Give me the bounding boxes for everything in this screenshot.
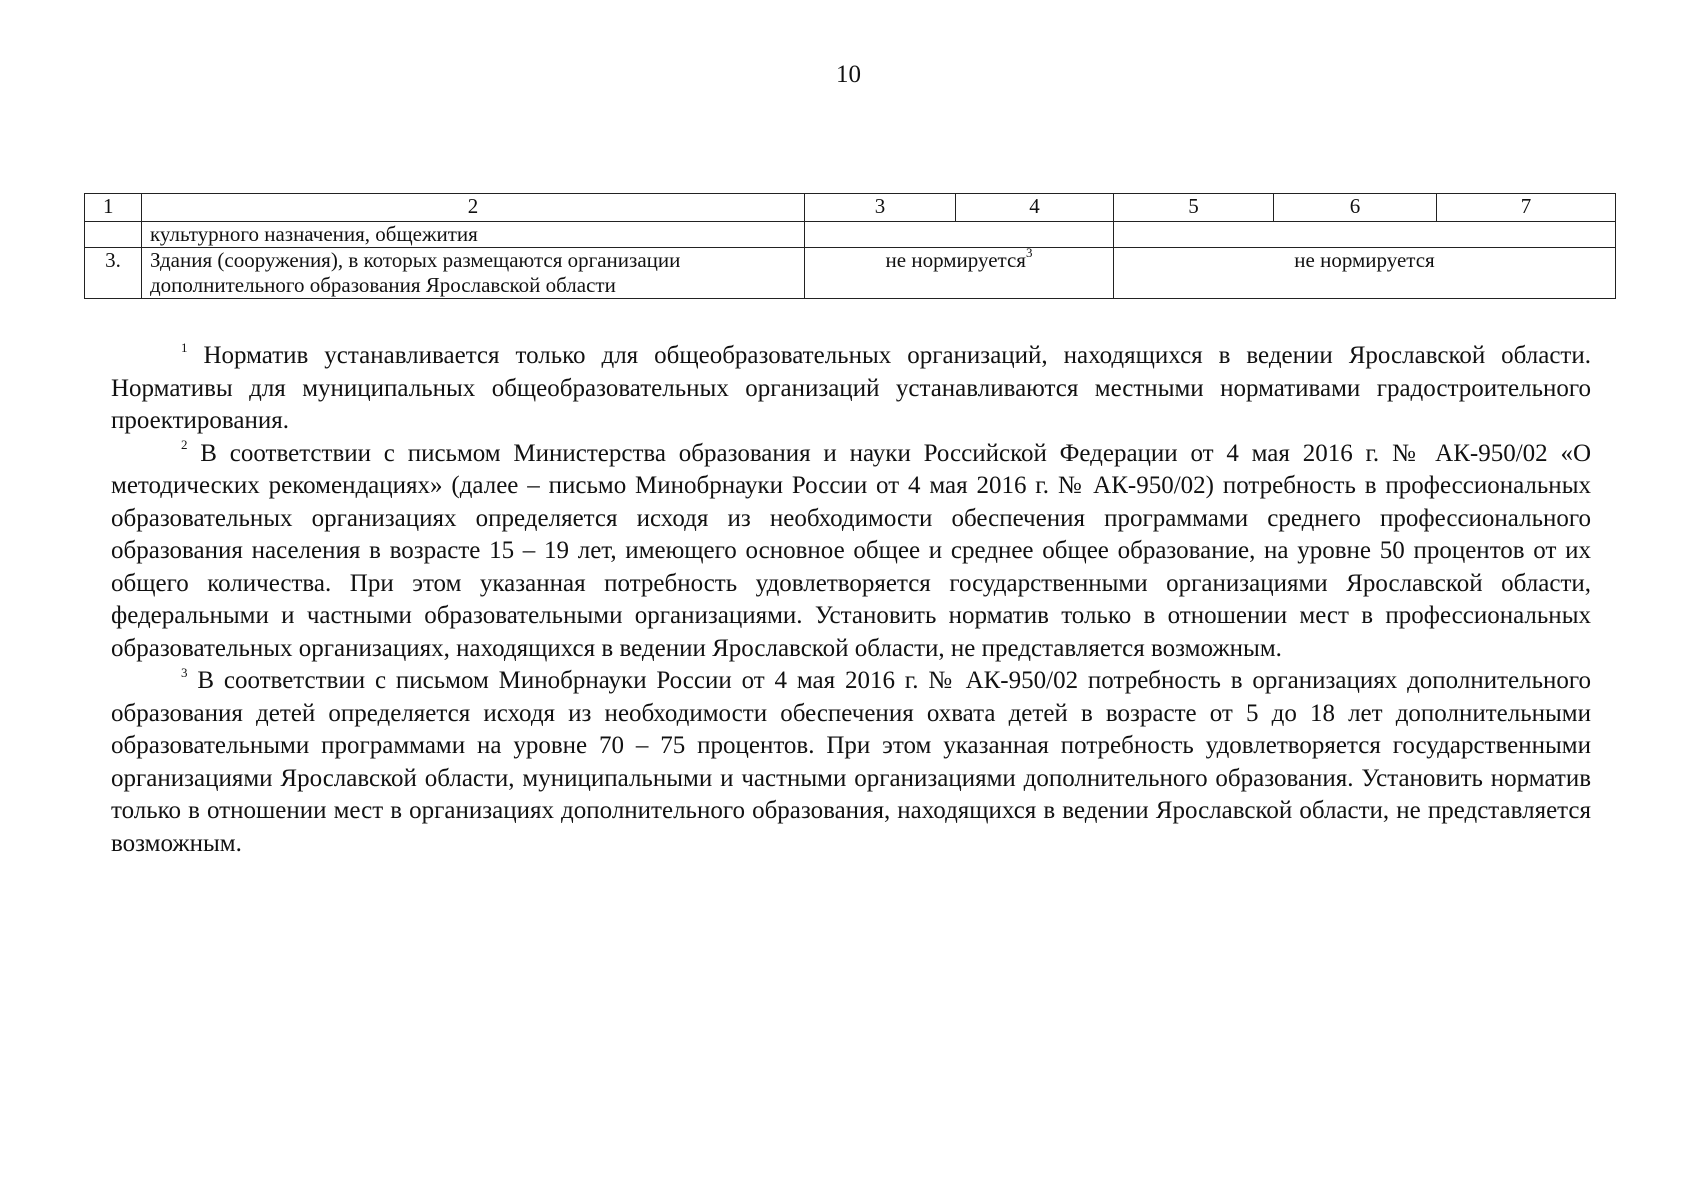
footnote-1 xyxy=(111,340,1591,438)
value-text: не нормируется xyxy=(885,248,1026,272)
header-cell: 3 xyxy=(805,194,956,222)
row-name: культурного назначения, общежития xyxy=(142,222,805,248)
page-number: 10 xyxy=(836,61,861,88)
table-row xyxy=(85,248,1616,299)
header-cell: 4 xyxy=(956,194,1114,222)
norms-table xyxy=(84,193,1616,299)
row-number: 3. xyxy=(85,248,142,299)
row-value-cols-5-7 xyxy=(1114,222,1616,248)
footnote-mark: 1 xyxy=(181,339,188,355)
row-value-cols-3-4 xyxy=(805,245,1114,299)
header-cell: 2 xyxy=(142,194,805,222)
footnote-mark: 2 xyxy=(181,437,188,453)
table-header-row xyxy=(85,194,1616,222)
row-value-cols-3-4 xyxy=(805,222,1114,248)
row-number xyxy=(85,222,142,248)
header-cell: 5 xyxy=(1114,194,1274,222)
table-row xyxy=(85,222,1616,248)
header-cell: 6 xyxy=(1274,194,1437,222)
footnote-mark: 3 xyxy=(181,664,188,680)
footnote-text: В соответствии с письмом Министерства образования и науки Российской Федерации от 4 мая 2016 г. № АК-950/02 «О методических рекомендациях» (далее – письмо Минобрнауки России от 4 мая 2016 г. № АК-950/02) потребность в профессиональных образовательных организациях определяется исходя из необходимости обеспечения программами среднего профессионального образования населения в возрасте 15 – 19 лет, имеющего основное общее и среднее общее образование, на уровне 50 процентов от их общего количества. При этом указанная потребность удовлетворяется государственными организациями Ярославской области, федеральными и частными образовательными организациями. Установить норматив только в отношении мест в профессиональных образовательных организациях, находящихся в ведении Ярославской области, не представляется возможным. xyxy=(111,439,1591,662)
footnote-3 xyxy=(111,665,1591,860)
footnotes xyxy=(111,340,1591,860)
footnote-2 xyxy=(111,438,1591,666)
header-cell: 7 xyxy=(1437,194,1616,222)
footnote-text: В соответствии с письмом Минобрнауки России от 4 мая 2016 г. № АК-950/02 потребность в организациях дополнительного образования детей определяется исходя из необходимости обеспечения охвата детей в возрасте от 5 до 18 лет дополнительными образовательными программами на уровне 70 – 75 процентов. При этом указанная потребность удовлетворяется государственными организациями Ярославской области, муниципальными и частными организациями дополнительного образования. Установить норматив только в отношении мест в организациях дополнительного образования, находящихся в ведении Ярославской области, не представляется возможным. xyxy=(111,667,1591,857)
footnote-text: Норматив устанавливается только для общеобразовательных организаций, находящихся в ведении Ярославской области. Нормативы для муниципальных общеобразовательных организаций устанавливаются местными нормативами градостроительного проектирования. xyxy=(111,342,1591,434)
header-cell: 1 xyxy=(85,194,142,222)
row-name: Здания (сооружения), в которых размещаются организации дополнительного образования Ярославской области xyxy=(142,248,805,299)
footnote-ref: 3 xyxy=(1025,245,1033,260)
row-value-cols-5-7: не нормируется xyxy=(1114,248,1616,299)
